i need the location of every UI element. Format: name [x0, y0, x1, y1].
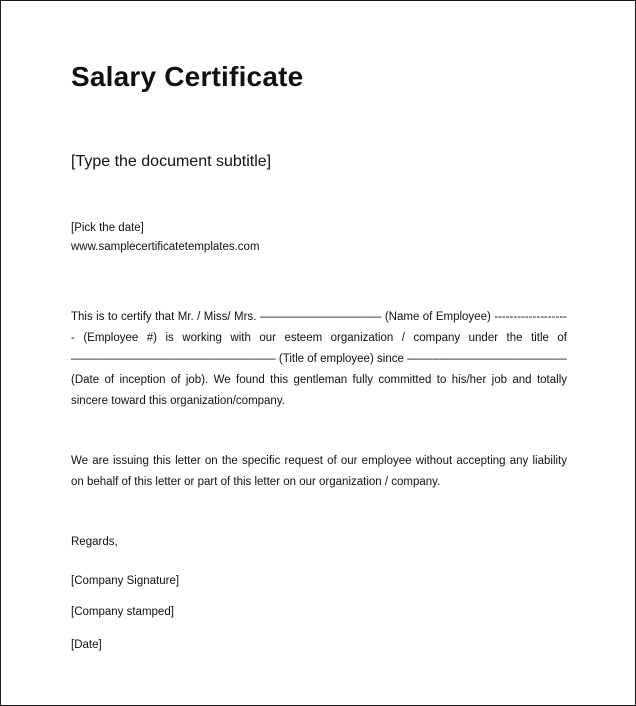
- document-subtitle[interactable]: [Type the document subtitle]: [71, 153, 272, 170]
- certification-paragraph: This is to certify that Mr. / Miss/ Mrs. ––––––––––––––––––– (Name of Employee) -------------------- (Employee #) is working with our esteem organization / company under the title of –––––––––––––––––––––––––––––––– (Title of employee) since ––––––––––––––––––––––––– (Date of inception of job). We found this gentleman fully committed to his/her job and totally sincere toward this organization/company.: [71, 311, 567, 407]
- header-meta: [71, 219, 260, 257]
- footer-date-placeholder[interactable]: [Date]: [71, 639, 102, 651]
- company-signature-placeholder[interactable]: [Company Signature]: [71, 575, 180, 587]
- website-text: www.samplecertificatetemplates.com: [71, 241, 260, 253]
- document-title: Salary Certificate: [71, 61, 304, 92]
- company-stamp-placeholder[interactable]: [Company stamped]: [71, 606, 174, 618]
- liability-paragraph: We are issuing this letter on the specific request of our employee without accepting any liability on behalf of this letter or part of this letter on our organization / company.: [71, 455, 567, 488]
- date-placeholder[interactable]: [Pick the date]: [71, 222, 144, 234]
- regards-text: Regards,: [71, 536, 118, 548]
